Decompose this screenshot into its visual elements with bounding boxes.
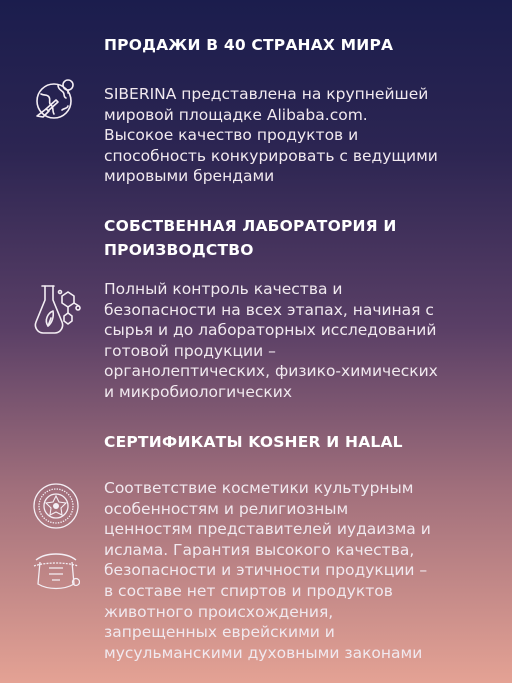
body-line: в составе нет спиртов и продуктов <box>104 581 393 600</box>
halal-kosher-seal-icon <box>32 482 80 592</box>
body-line: Высокое качество продуктов и <box>104 126 359 145</box>
body-line: готовой продукции – <box>104 341 276 360</box>
section-heading <box>104 430 504 454</box>
body-line: мусульманскими духовными законами <box>104 643 423 662</box>
body-line: мировой площадке Alibaba.com. <box>104 105 368 124</box>
body-line: безопасности и этичности продукции – <box>104 561 428 580</box>
heading-line: СОБСТВЕННАЯ ЛАБОРАТОРИЯ И <box>104 217 397 235</box>
body-line: способность конкурировать с ведущими <box>104 146 438 165</box>
body-line: запрещенных еврейскими и <box>104 623 335 642</box>
globe-airplane-icon <box>32 76 80 122</box>
body-line: Полный контроль качества и <box>104 280 343 298</box>
section-heading <box>104 33 504 57</box>
body-line: сырья и до лабораторных исследований <box>104 321 437 340</box>
section-body <box>104 84 504 187</box>
section-body <box>104 478 504 663</box>
body-line: SIBERINA представлена на крупнейшей <box>104 85 429 103</box>
lab-flask-leaf-icon <box>32 282 82 336</box>
body-line: и микробиологических <box>104 382 292 401</box>
body-line: животного происхождения, <box>104 602 334 621</box>
body-line: органолептических, физико-химических <box>104 362 438 381</box>
body-line: Соответствие косметики культурным <box>104 479 414 497</box>
body-line: ценностям представителей иудаизма и <box>104 520 431 539</box>
body-line: безопасности на всех этапах, начиная с <box>104 300 434 319</box>
heading-line: ПРОИЗВОДСТВО <box>104 241 254 259</box>
heading-line: СЕРТИФИКАТЫ KOSHER И HALAL <box>104 433 403 451</box>
body-line: ислама. Гарантия высокого качества, <box>104 540 415 559</box>
body-line: мировыми брендами <box>104 167 275 186</box>
section-heading <box>104 214 504 262</box>
body-line: особенностям и религиозным <box>104 499 349 518</box>
heading-line: ПРОДАЖИ В 40 СТРАНАХ МИРА <box>104 36 394 54</box>
section-body <box>104 279 504 403</box>
